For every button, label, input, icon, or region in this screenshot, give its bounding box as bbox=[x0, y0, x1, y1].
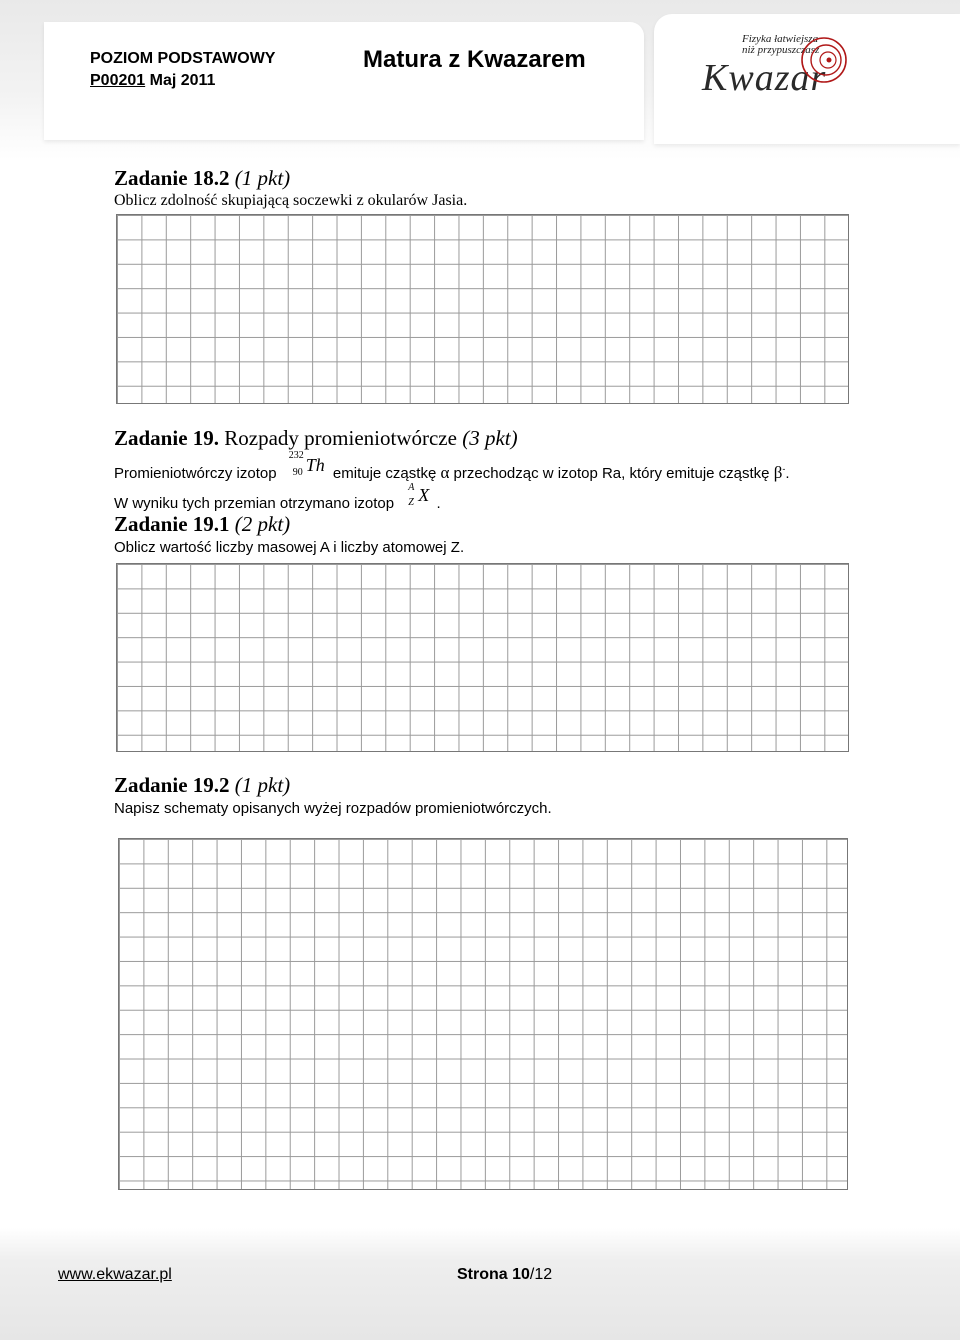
thorium-mass-number: 232 bbox=[288, 450, 304, 461]
thorium-atomic-number: 90 bbox=[292, 467, 303, 478]
answer-grid-19-1[interactable] bbox=[116, 563, 849, 752]
thorium-nuclide bbox=[285, 450, 329, 478]
page-label: Strona bbox=[457, 1266, 508, 1283]
task-19-points: (3 pkt) bbox=[462, 426, 518, 450]
answer-grid-19-2[interactable] bbox=[118, 838, 848, 1190]
task-19-intro bbox=[114, 450, 790, 483]
page-current: 10 bbox=[512, 1266, 530, 1283]
footer-band bbox=[0, 1228, 960, 1340]
task-19-number: Zadanie 19. bbox=[114, 426, 220, 450]
logo-tagline-line-2: niż przypuszczasz bbox=[742, 44, 820, 56]
task-19-1-number: Zadanie 19.1 bbox=[114, 512, 230, 536]
task-18-2-number: Zadanie 18.2 bbox=[114, 166, 230, 190]
task-19-2-points: (1 pkt) bbox=[234, 773, 291, 797]
task-18-2-title bbox=[114, 166, 290, 191]
intro-text-1: Promieniotwórczy izotop bbox=[114, 465, 277, 482]
answer-grid-18-2[interactable] bbox=[116, 214, 849, 404]
page-title: Matura z Kwazarem bbox=[363, 46, 586, 73]
x-symbol: X bbox=[418, 485, 430, 505]
footer-website-link[interactable]: www.ekwazar.pl bbox=[58, 1266, 172, 1283]
task-19-name: Rozpady promieniotwórcze bbox=[224, 426, 457, 450]
x-atomic-number: Z bbox=[408, 497, 414, 508]
exam-level: POZIOM PODSTAWOWY bbox=[90, 50, 276, 67]
intro-text-2: emituje cząstkę bbox=[332, 465, 437, 482]
task-19-1-title bbox=[114, 512, 290, 537]
intro-text-3: przechodząc w izotop Ra, który emituje cząstkę bbox=[453, 465, 770, 482]
task-19-2-number: Zadanie 19.2 bbox=[114, 773, 230, 797]
task-19-1-text: Oblicz wartość liczby masowej A i liczby atomowej Z. bbox=[114, 539, 465, 556]
task-19-title bbox=[114, 426, 518, 451]
logo-tagline-line-1: Fizyka łatwiejsza bbox=[742, 33, 819, 45]
task-19-1-points: (2 pkt) bbox=[234, 512, 291, 536]
thorium-symbol: Th bbox=[305, 455, 325, 475]
beta-sign: - bbox=[782, 464, 786, 474]
x-nuclide bbox=[404, 482, 432, 508]
result-text: W wyniku tych przemian otrzymano izotop bbox=[114, 495, 395, 512]
intro-end: . bbox=[785, 465, 790, 482]
task-18-2-text: Oblicz zdolność skupiającą soczewki z okularów Jasia. bbox=[114, 192, 468, 209]
exam-code-number: P00201 bbox=[90, 72, 146, 89]
beta-symbol: β bbox=[773, 463, 783, 482]
logo-wordmark: Kwazar bbox=[702, 57, 827, 99]
task-19-result bbox=[114, 482, 441, 512]
logo-swirl-icon bbox=[792, 30, 852, 90]
alpha-symbol: α bbox=[440, 463, 450, 482]
task-19-2-text: Napisz schematy opisanych wyżej rozpadów promieniotwórczych. bbox=[114, 800, 552, 817]
page-total: /12 bbox=[529, 1266, 553, 1283]
task-19-2-title bbox=[114, 773, 290, 798]
task-18-2-points: (1 pkt) bbox=[234, 166, 291, 190]
exam-code bbox=[90, 72, 215, 90]
exam-date: Maj 2011 bbox=[149, 72, 216, 89]
x-mass-number: A bbox=[408, 482, 415, 493]
page-number bbox=[457, 1266, 552, 1284]
result-end: . bbox=[436, 495, 441, 512]
